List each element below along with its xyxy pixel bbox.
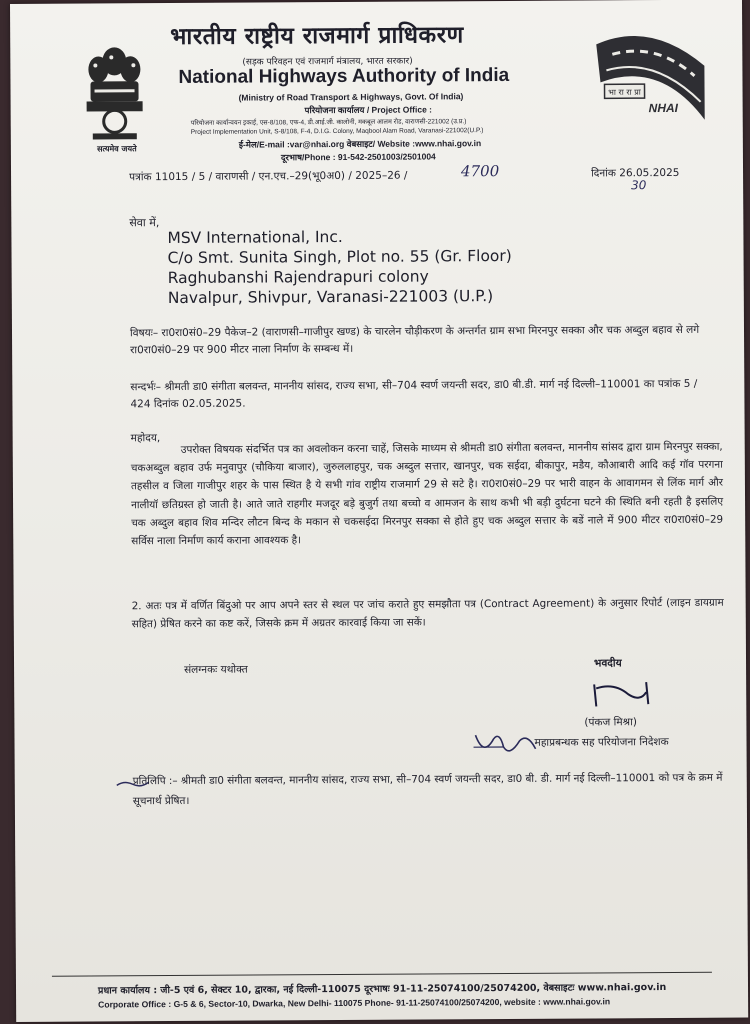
- subject: विषयः– रा0रा0सं0–29 पैकेज–2 (वाराणसी–गाजीपुर खण्ड) के चारलेन चौड़ीकरण के अन्तर्गत ग्राम सभा मिरनपुर सक्का और चक अब्दुल बहाव से लगे रा0रा0सं0–29 पर 900 मीटर नाला निर्माण के सम्बन्ध में।: [129, 323, 700, 357]
- reference: सन्दर्भः– श्रीमती डा0 संगीता बलवन्त, माननीय सांसद, राज्य सभा, सी–704 स्वर्ण जयन्ती सदर, डा0 बी.डी. मार्ग नई दिल्ली–110001 का पत्रांक 5 / 424 दिनांक 02.05.2025.: [130, 377, 698, 411]
- org-title-hindi: भारतीय राष्ट्रीय राजमार्ग प्राधिकरण: [170, 22, 464, 51]
- office-address-hindi: परियोजना कार्यान्वयन इकाई, एस-8/108, एफ-4, डी.आई.जी. कालोनी, मकबूल आलम रोड, वाराणसी-221002 (उ.प्र.): [190, 118, 467, 127]
- project-office-label: परियोजना कार्यालय / Project Office :: [304, 104, 433, 116]
- signatory-name: (पंकज मिश्रा): [584, 716, 637, 729]
- signatory-designation: महाप्रबन्धक सह परियोजना निदेशक: [534, 735, 669, 749]
- addressee-line: C/o Smt. Sunita Singh, Plot no. 55 (Gr. Floor): [167, 246, 512, 268]
- org-subtitle-hindi: (सड़क परिवहन एवं राजमार्ग मंत्रालय, भारत सरकार): [242, 56, 413, 68]
- letter-page: [10, 0, 748, 1022]
- date-handwritten: 30: [631, 178, 647, 193]
- enclosure: संलग्नकः यथोक्त: [184, 663, 248, 676]
- body-paragraph-2: 2. अतः पत्र में वर्णित बिंदुओ पर आप अपने स्तर से स्थल पर जांच कराते हुए समझौता पत्र (Contract Agreement) के अनुसार रिपोर्ट (लाइन डायग्राम सहित) प्रेषित करने का कष्ट करें, जिसके क्रम में अग्रतर कारवाई किया जा सकें।: [131, 596, 724, 631]
- reference-number-handwritten: 4700: [460, 162, 500, 181]
- closing: भवदीय: [594, 657, 622, 670]
- office-address-english: Project Implementation Unit, S-8/108, F-4, D.I.G. Colony, Maqbool Alam Road, Varanasi-221002(U.P.): [190, 127, 484, 136]
- ashoka-emblem-icon: [78, 43, 151, 143]
- body-paragraph-1: उपरोक्त विषयक संदर्भित पत्र का अवलोकन करना चाहें, जिसके माध्यम से श्रीमती डा0 संगीता बलवन्त, माननीय सांसद द्वारा ग्राम मिरनपुर सक्का, चकअब्दुल बहाव उर्फ मनुवापुर (चौकिया बाजार), जुरुललाहपुर, चक अब्दुल सत्तार, खानपुर, चक सईदा, बीकापुर, मडैय, कौआबारी आदि कई गॉव परगना तहसील व जिला गाजीपुर शहर के पास स्थित है ये सभी गांव राष्ट्रीय राजमार्ग 29 से सटे है। रा0रा0सं0–29 पर भारी वाहन के आवागमन से लिंक मार्ग और नालीयॉ छतिग्रस्त हो जाती है। आते जाते राहगीर मजदूर बड़े बुजुर्ग तथा बच्चो व आमजन के साथ कभी भी बड़ी दुर्घटना घटने की स्थिति बनी रहती है इसलिए चक अब्दुल बहाव शिव मन्दिर लौटन बिन्द के मकान से चकसईदा मिरनपुर सक्का से होते हुए चक अब्दुल सत्तार के बडें नाले में 900 मीटर रा0रा0सं0–29 सर्विस नाला निर्माण कार्य कराना आवश्यक है।: [130, 440, 724, 548]
- footer-address-hindi: प्रधान कार्यालय : जी-5 एवं 6, सेक्टर 10, द्वारका, नई दिल्ली-110075 दूरभाषः 91-11-25074100/25074200, वेबसाइटः www.nhai.gov.in: [97, 982, 667, 997]
- addressee-line: Navalpur, Shivpur, Varanasi-221003 (U.P.): [167, 287, 494, 308]
- reference-number: पत्रांक 11015 / 5 / वाराणसी / एन.एच.–29(भू0अ0) / 2025–26 /: [129, 169, 408, 184]
- footer-divider: [52, 972, 712, 977]
- emblem-motto: सत्यमेव जयते: [97, 144, 137, 154]
- footer-address-english: Corporate Office : G-5 & 6, Sector-10, Dwarka, New Delhi- 110075 Phone- 91-11-25074100/25074200, website : www.nhai.gov.in: [98, 996, 611, 1010]
- salutation: महोदय,: [130, 432, 161, 445]
- copy-to: प्रतिलिपि :– श्रीमती डा0 संगीता बलवन्त, माननीय सांसद, राज्य सभा, सी–704 स्वर्ण जयन्ती सदर, डा0 बी. डी. मार्ग नई दिल्ली–110001 को पत्र के क्रम में सूचनार्थ प्रेषित।: [132, 771, 723, 808]
- initials-icon: [469, 727, 539, 761]
- signature-icon: [584, 674, 664, 714]
- letter-date: दिनांक 26.05.2025: [591, 166, 680, 180]
- office-address: [191, 117, 484, 137]
- nhai-logo-icon: [590, 26, 711, 127]
- phone-line: दूरभाष/Phone : 91-542-2501003/2501004: [280, 151, 436, 163]
- logo-text-hindi: भा रा रा प्रा: [608, 87, 641, 97]
- email-website-line: ई-मेल/E-mail :var@nhai.org वेबसाइट/ Website :www.nhai.gov.in: [238, 138, 482, 150]
- to-label: सेवा में,: [129, 216, 160, 230]
- logo-text-english: NHAI: [648, 100, 679, 116]
- org-title-english: National Highways Authority of India: [178, 64, 510, 88]
- addressee-line: MSV International, Inc.: [167, 227, 343, 248]
- ministry-line: (Ministry of Road Transport & Highways, Govt. Of India): [238, 91, 464, 103]
- addressee-line: Raghubanshi Rajendrapuri colony: [167, 267, 429, 288]
